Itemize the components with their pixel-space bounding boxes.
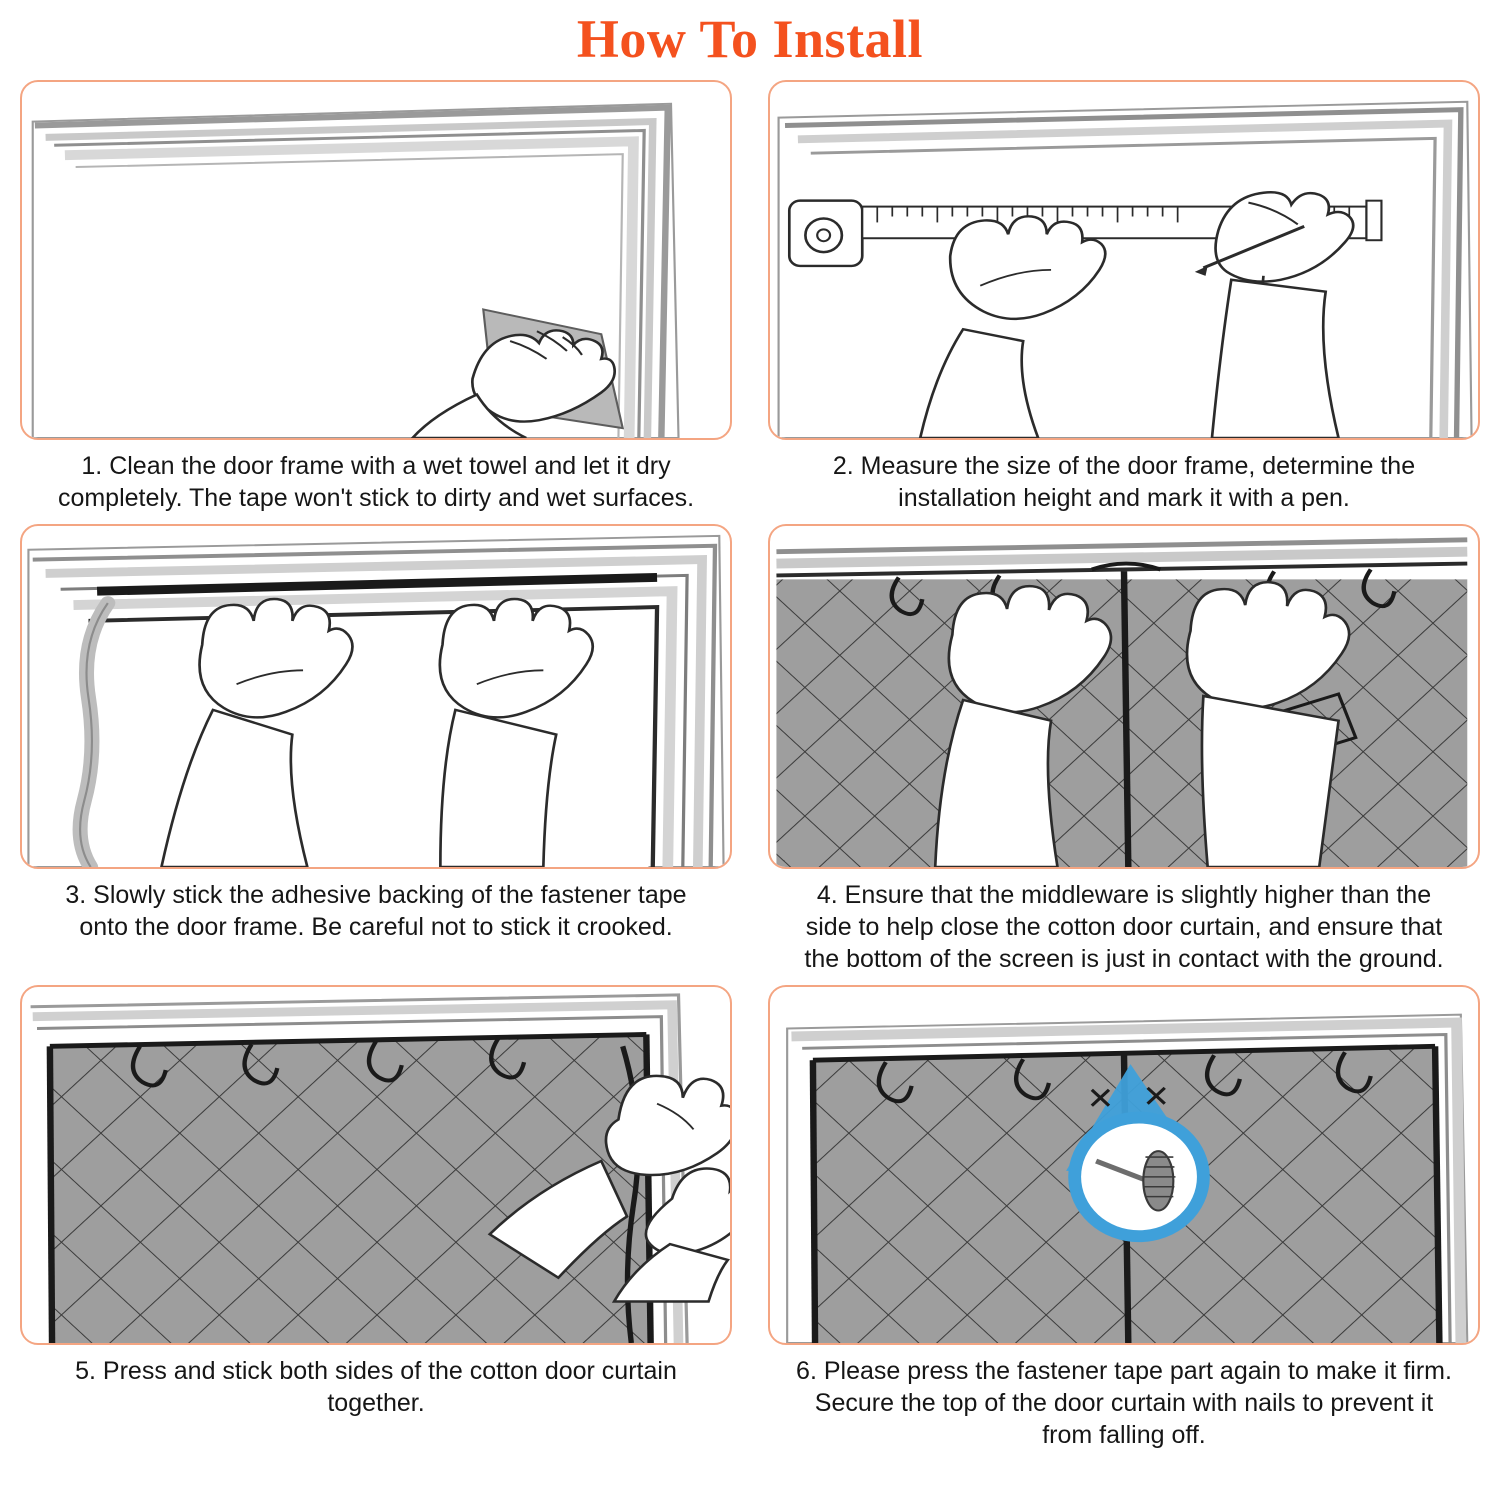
step-5-caption: 5. Press and stick both sides of the cotton door curtain together. <box>75 1357 677 1417</box>
step-2 <box>768 80 1480 520</box>
step-3 <box>20 524 732 981</box>
press-curtain-sides-illustration <box>20 985 732 1345</box>
steps-grid <box>20 80 1480 1457</box>
step-2-caption: 2. Measure the size of the door frame, determine the installation height and mark it with a pen. <box>832 452 1416 512</box>
page-title: How To Install <box>576 9 924 69</box>
measure-door-frame-illustration <box>768 80 1480 440</box>
step-4 <box>768 524 1480 981</box>
step-1 <box>20 80 732 520</box>
step-6 <box>768 985 1480 1457</box>
how-to-install-poster <box>0 8 1500 1508</box>
clean-door-frame-illustration <box>20 80 732 440</box>
stick-fastener-tape-illustration <box>20 524 732 869</box>
step-5 <box>20 985 732 1457</box>
step-6-caption: 6. Please press the fastener tape part again to make it firm. Secure the top of the door curtain with nails to prevent it from falling off. <box>796 1357 1452 1449</box>
step-1-caption: 1. Clean the door frame with a wet towel and let it dry completely. The tape won't stick to dirty and wet surfaces. <box>57 452 695 512</box>
step-4-caption: 4. Ensure that the middleware is slightly higher than the side to help close the cotton door curtain, and ensure that the bottom of the screen is just in contact with the ground. <box>804 881 1444 973</box>
align-middleware-illustration <box>768 524 1480 869</box>
step-3-caption: 3. Slowly stick the adhesive backing of the fastener tape onto the door frame. Be careful not to stick it crooked. <box>65 881 687 941</box>
secure-with-nails-illustration <box>768 985 1480 1345</box>
